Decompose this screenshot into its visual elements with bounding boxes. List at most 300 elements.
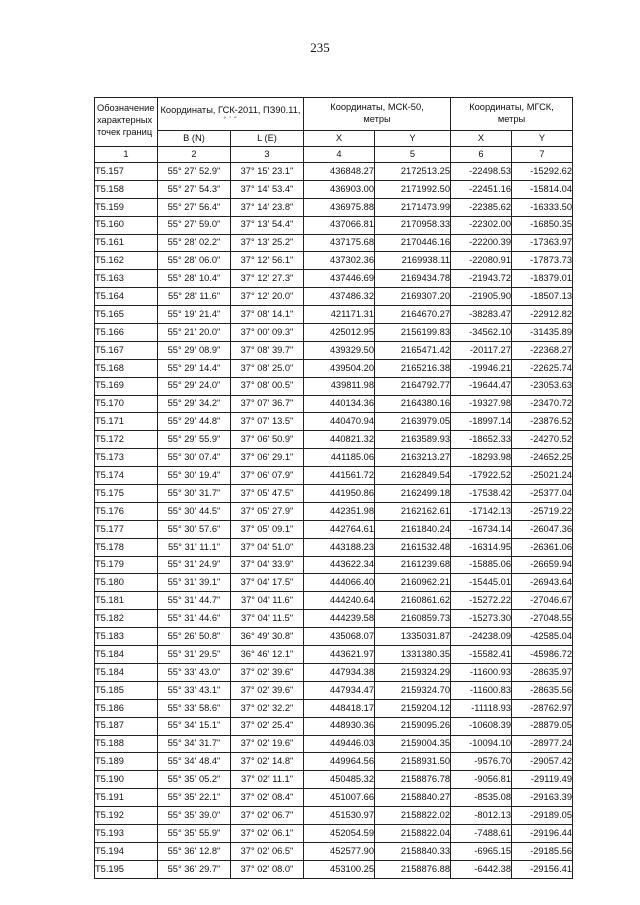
header-gsk [158,98,304,131]
longitude-cell: 37° 02' 32.2" [231,699,304,717]
longitude-cell: 37° 08' 00.5" [231,377,304,395]
page-number: 235 [310,40,330,55]
msk-x-cell: 436848.27 [304,163,375,181]
msk-x-cell: 435068.07 [304,628,375,646]
latitude-cell: 55° 28' 02.2" [158,234,231,252]
msk-x-cell: 439504.20 [304,359,375,377]
msk-x-cell: 444239.58 [304,610,375,628]
point-id-cell: T5.180 [95,574,158,592]
header-msk [304,98,451,131]
table-row [95,270,573,288]
msk-y-cell: 2158822.02 [375,807,451,825]
longitude-cell: 37° 06' 07.9" [231,467,304,485]
msk-y-cell: 2158822.04 [375,824,451,842]
point-id-cell: T5.190 [95,771,158,789]
mgsk-x-cell: -11600.83 [451,681,512,699]
msk-y-cell: 2158840.27 [375,789,451,807]
msk-x-cell: 441185.06 [304,449,375,467]
latitude-cell: 55° 30' 19.4" [158,467,231,485]
mgsk-x-cell: -11118.93 [451,699,512,717]
latitude-cell: 55° 28' 11.6" [158,288,231,306]
mgsk-y-cell: -28635.56 [512,681,573,699]
mgsk-x-cell: -22080.91 [451,252,512,270]
mgsk-y-cell: -28977.24 [512,735,573,753]
latitude-cell: 55° 29' 44.8" [158,413,231,431]
header-mgsk-title: Координаты, МГСК, [469,102,554,113]
msk-x-cell: 439811.98 [304,377,375,395]
table-row [95,288,573,306]
point-id-cell: T5.175 [95,485,158,503]
coordinates-table [94,97,573,879]
msk-x-cell: 444066.40 [304,574,375,592]
longitude-cell: 37° 02' 11.1" [231,771,304,789]
header-msk-units: метры [363,114,391,124]
mgsk-y-cell: -18507.13 [512,288,573,306]
mgsk-y-cell: -22368.27 [512,341,573,359]
latitude-cell: 55° 35' 55.9" [158,824,231,842]
table-row [95,663,573,681]
msk-x-cell: 437486.32 [304,288,375,306]
mgsk-y-cell: -42585.04 [512,628,573,646]
latitude-cell: 55° 29' 08.9" [158,341,231,359]
mgsk-x-cell: -6442.38 [451,860,512,878]
longitude-cell: 37° 12' 56.1" [231,252,304,270]
longitude-cell: 37° 05' 47.5" [231,485,304,503]
mgsk-y-cell: -15814.04 [512,180,573,198]
longitude-cell: 37° 05' 27.9" [231,502,304,520]
msk-x-cell: 436975.88 [304,198,375,216]
latitude-cell: 55° 27' 59.0" [158,216,231,234]
mgsk-y-cell: -29156.41 [512,860,573,878]
point-id-cell: T5.166 [95,324,158,342]
mgsk-x-cell: -17538.42 [451,485,512,503]
latitude-cell: 55° 30' 31.7" [158,485,231,503]
table-row [95,681,573,699]
latitude-cell: 55° 36' 12.8" [158,842,231,860]
latitude-cell: 55° 28' 10.4" [158,270,231,288]
msk-y-cell: 2159324.70 [375,681,451,699]
msk-x-cell: 449446.03 [304,735,375,753]
mgsk-y-cell: -23053.63 [512,377,573,395]
mgsk-x-cell: -10608.39 [451,717,512,735]
latitude-cell: 55° 36' 29.7" [158,860,231,878]
table-row [95,538,573,556]
msk-x-cell: 437066.81 [304,216,375,234]
latitude-cell: 55° 30' 07.4" [158,449,231,467]
mgsk-y-cell: -27046.67 [512,592,573,610]
msk-y-cell: 2170446.16 [375,234,451,252]
longitude-cell: 37° 04' 33.9" [231,556,304,574]
longitude-cell: 37° 02' 08.4" [231,789,304,807]
msk-x-cell: 443622.34 [304,556,375,574]
table-row [95,860,573,878]
mgsk-x-cell: -7488.61 [451,824,512,842]
point-id-cell: T5.158 [95,180,158,198]
msk-y-cell: 2162849.54 [375,467,451,485]
msk-y-cell: 2158876.88 [375,860,451,878]
msk-y-cell: 2158876.78 [375,771,451,789]
point-id-cell: T5.186 [95,699,158,717]
table-row [95,431,573,449]
latitude-cell: 55° 34' 48.4" [158,753,231,771]
table-row [95,556,573,574]
header-row-titles [95,98,573,131]
mgsk-x-cell: -21943.72 [451,270,512,288]
point-id-cell: T5.164 [95,288,158,306]
msk-y-cell: 2164792.77 [375,377,451,395]
msk-x-cell: 448418.17 [304,699,375,717]
point-id-cell: T5.174 [95,467,158,485]
point-id-cell: T5.193 [95,824,158,842]
latitude-cell: 55° 29' 55.9" [158,431,231,449]
msk-y-cell: 1331380.35 [375,646,451,664]
longitude-cell: 37° 00' 09.3" [231,324,304,342]
mgsk-x-cell: -15445.01 [451,574,512,592]
mgsk-y-cell: -26943.64 [512,574,573,592]
mgsk-x-cell: -16734.14 [451,520,512,538]
mgsk-y-cell: -28635.97 [512,663,573,681]
mgsk-y-cell: -22912.82 [512,306,573,324]
latitude-cell: 55° 33' 43.0" [158,663,231,681]
msk-y-cell: 2160962.21 [375,574,451,592]
table-row [95,520,573,538]
point-id-cell: T5.167 [95,341,158,359]
point-id-cell: T5.177 [95,520,158,538]
msk-x-cell: 443188.23 [304,538,375,556]
mgsk-x-cell: -15582.41 [451,646,512,664]
latitude-cell: 55° 26' 50.8" [158,628,231,646]
msk-y-cell: 2159095.26 [375,717,451,735]
point-id-cell: T5.170 [95,395,158,413]
longitude-cell: 37° 02' 06.5" [231,842,304,860]
point-id-cell: T5.179 [95,556,158,574]
mgsk-y-cell: -26659.94 [512,556,573,574]
table-row [95,180,573,198]
msk-y-cell: 2160861.62 [375,592,451,610]
msk-y-cell: 2159004.35 [375,735,451,753]
msk-y-cell: 2162162.61 [375,502,451,520]
header-designation: Обозначение характерных точек границ [95,98,158,147]
mgsk-x-cell: -22451.16 [451,180,512,198]
latitude-cell: 55° 27' 56.4" [158,198,231,216]
point-id-cell: T5.195 [95,860,158,878]
msk-x-cell: 425012.95 [304,324,375,342]
point-id-cell: T5.184 [95,663,158,681]
msk-x-cell: 450485.32 [304,771,375,789]
msk-y-cell: 2163979.05 [375,413,451,431]
mgsk-x-cell: -9056.81 [451,771,512,789]
point-id-cell: T5.192 [95,807,158,825]
longitude-cell: 37° 12' 27.3" [231,270,304,288]
msk-x-cell: 439329.50 [304,341,375,359]
msk-x-cell: 440821.32 [304,431,375,449]
latitude-cell: 55° 35' 22.1" [158,789,231,807]
mgsk-y-cell: -24270.52 [512,431,573,449]
msk-x-cell: 437175.68 [304,234,375,252]
column-number: 2 [158,147,231,163]
mgsk-x-cell: -19644.47 [451,377,512,395]
column-number: 4 [304,147,375,163]
msk-x-cell: 451530.97 [304,807,375,825]
point-id-cell: T5.187 [95,717,158,735]
latitude-cell: 55° 34' 15.1" [158,717,231,735]
mgsk-y-cell: -29196.44 [512,824,573,842]
longitude-cell: 37° 07' 36.7" [231,395,304,413]
longitude-cell: 37° 15' 23.1" [231,163,304,181]
latitude-cell: 55° 29' 24.0" [158,377,231,395]
mgsk-x-cell: -22302.00 [451,216,512,234]
table-row [95,502,573,520]
mgsk-x-cell: -19327.98 [451,395,512,413]
msk-x-cell: 440470.94 [304,413,375,431]
mgsk-x-cell: -8012.13 [451,807,512,825]
mgsk-y-cell: -26047.36 [512,520,573,538]
mgsk-y-cell: -16333.50 [512,198,573,216]
mgsk-x-cell: -24238.09 [451,628,512,646]
header-msk-y: Y [375,131,451,147]
header-mgsk [451,98,573,131]
mgsk-x-cell: -22200.39 [451,234,512,252]
latitude-cell: 55° 33' 43.1" [158,681,231,699]
mgsk-y-cell: -25021.24 [512,467,573,485]
mgsk-x-cell: -20117.27 [451,341,512,359]
mgsk-x-cell: -18997.14 [451,413,512,431]
point-id-cell: T5.194 [95,842,158,860]
msk-y-cell: 2171473.99 [375,198,451,216]
mgsk-x-cell: -15885.06 [451,556,512,574]
longitude-cell: 37° 04' 17.5" [231,574,304,592]
point-id-cell: T5.191 [95,789,158,807]
table-row [95,574,573,592]
msk-y-cell: 2169434.78 [375,270,451,288]
latitude-cell: 55° 31' 39.1" [158,574,231,592]
header-gsk-title: Координаты, ГСК-2011, ПЗ90.11, [160,105,301,116]
point-id-cell: T5.184 [95,646,158,664]
msk-y-cell: 2156199.83 [375,324,451,342]
latitude-cell: 55° 19' 21.4" [158,306,231,324]
table-row [95,198,573,216]
point-id-cell: T5.178 [95,538,158,556]
longitude-cell: 37° 14' 53.4" [231,180,304,198]
mgsk-x-cell: -15272.22 [451,592,512,610]
point-id-cell: T5.165 [95,306,158,324]
table-row [95,789,573,807]
header-mgsk-units: метры [497,114,526,124]
header-msk-title: Координаты, МСК-50, [330,102,424,113]
longitude-cell: 37° 04' 51.0" [231,538,304,556]
mgsk-y-cell: -29163.39 [512,789,573,807]
latitude-cell: 55° 31' 29.5" [158,646,231,664]
mgsk-y-cell: -26361.06 [512,538,573,556]
msk-y-cell: 2169938.11 [375,252,451,270]
mgsk-y-cell: -29057.42 [512,753,573,771]
msk-x-cell: 421171.31 [304,306,375,324]
table-row [95,324,573,342]
table-row [95,449,573,467]
point-id-cell: T5.157 [95,163,158,181]
table-row [95,467,573,485]
longitude-cell: 37° 02' 08.0" [231,860,304,878]
mgsk-y-cell: -22625.74 [512,359,573,377]
latitude-cell: 55° 31' 44.6" [158,610,231,628]
msk-y-cell: 2160859.73 [375,610,451,628]
msk-x-cell: 452054.59 [304,824,375,842]
msk-y-cell: 2163589.93 [375,431,451,449]
point-id-cell: T5.171 [95,413,158,431]
msk-x-cell: 437302.36 [304,252,375,270]
mgsk-y-cell: -17363.97 [512,234,573,252]
mgsk-y-cell: -24652.25 [512,449,573,467]
table-row [95,395,573,413]
longitude-cell: 37° 02' 06.1" [231,824,304,842]
header-mgsk-y: Y [512,131,573,147]
msk-y-cell: 2159204.12 [375,699,451,717]
longitude-cell: 37° 04' 11.5" [231,610,304,628]
longitude-cell: 37° 07' 13.5" [231,413,304,431]
table-row [95,592,573,610]
table-row [95,717,573,735]
table-row [95,699,573,717]
header-l: L (E) [231,131,304,147]
point-id-cell: T5.161 [95,234,158,252]
msk-y-cell: 2165216.38 [375,359,451,377]
mgsk-x-cell: -38283.47 [451,306,512,324]
msk-y-cell: 2165471.42 [375,341,451,359]
point-id-cell: T5.169 [95,377,158,395]
table-row [95,646,573,664]
point-id-cell: T5.160 [95,216,158,234]
mgsk-x-cell: -19946.21 [451,359,512,377]
longitude-cell: 37° 12' 20.0" [231,288,304,306]
mgsk-y-cell: -25719.22 [512,502,573,520]
longitude-cell: 37° 02' 39.6" [231,681,304,699]
mgsk-y-cell: -17873.73 [512,252,573,270]
msk-y-cell: 2163213.27 [375,449,451,467]
mgsk-y-cell: -28762.97 [512,699,573,717]
msk-x-cell: 441950.86 [304,485,375,503]
mgsk-x-cell: -17142.13 [451,502,512,520]
msk-y-cell: 2172513.25 [375,163,451,181]
latitude-cell: 55° 27' 54.3" [158,180,231,198]
mgsk-y-cell: -15292.62 [512,163,573,181]
latitude-cell: 55° 30' 44.5" [158,502,231,520]
point-id-cell: T5.162 [95,252,158,270]
msk-x-cell: 440134.36 [304,395,375,413]
longitude-cell: 37° 08' 14.1" [231,306,304,324]
latitude-cell: 55° 33' 58.6" [158,699,231,717]
table-row [95,216,573,234]
mgsk-y-cell: -23470.72 [512,395,573,413]
msk-y-cell: 2169307.20 [375,288,451,306]
longitude-cell: 37° 02' 25.4" [231,717,304,735]
header-b: B (N) [158,131,231,147]
mgsk-x-cell: -6965.15 [451,842,512,860]
mgsk-x-cell: -15273.30 [451,610,512,628]
point-id-cell: T5.159 [95,198,158,216]
latitude-cell: 55° 34' 31.7" [158,735,231,753]
longitude-cell: 37° 13' 25.2" [231,234,304,252]
table-body [95,163,573,879]
mgsk-x-cell: -10094.10 [451,735,512,753]
msk-x-cell: 436903.00 [304,180,375,198]
msk-x-cell: 442764.61 [304,520,375,538]
msk-x-cell: 441561.72 [304,467,375,485]
table-row [95,341,573,359]
table-row [95,771,573,789]
table-row [95,163,573,181]
msk-x-cell: 449964.56 [304,753,375,771]
mgsk-x-cell: -18293.98 [451,449,512,467]
latitude-cell: 55° 31' 44.7" [158,592,231,610]
table-row [95,735,573,753]
msk-x-cell: 447934.38 [304,663,375,681]
msk-y-cell: 2164670.27 [375,306,451,324]
mgsk-y-cell: -29119.49 [512,771,573,789]
mgsk-x-cell: -17922.52 [451,467,512,485]
header-gsk-units: ° ' " [223,116,238,123]
column-number: 6 [451,147,512,163]
table-row [95,610,573,628]
mgsk-x-cell: -11600.93 [451,663,512,681]
longitude-cell: 36° 49' 30.8" [231,628,304,646]
header-row-axes [95,131,573,147]
mgsk-y-cell: -45986.72 [512,646,573,664]
table-row [95,753,573,771]
table-row [95,359,573,377]
table-row [95,413,573,431]
longitude-cell: 37° 05' 09.1" [231,520,304,538]
msk-y-cell: 2158931.50 [375,753,451,771]
latitude-cell: 55° 28' 06.0" [158,252,231,270]
mgsk-y-cell: -29189.05 [512,807,573,825]
mgsk-y-cell: -29185.56 [512,842,573,860]
msk-y-cell: 2158840.33 [375,842,451,860]
msk-x-cell: 448930.36 [304,717,375,735]
point-id-cell: T5.182 [95,610,158,628]
mgsk-y-cell: -31435.89 [512,324,573,342]
column-number: 7 [512,147,573,163]
msk-y-cell: 2159324.29 [375,663,451,681]
header-msk-x: X [304,131,375,147]
latitude-cell: 55° 31' 11.1" [158,538,231,556]
column-number: 1 [95,147,158,163]
point-id-cell: T5.185 [95,681,158,699]
mgsk-y-cell: -16850.35 [512,216,573,234]
latitude-cell: 55° 35' 39.0" [158,807,231,825]
msk-x-cell: 444240.64 [304,592,375,610]
mgsk-x-cell: -34562.10 [451,324,512,342]
mgsk-y-cell: -27048.55 [512,610,573,628]
table-row [95,306,573,324]
mgsk-x-cell: -16314.95 [451,538,512,556]
latitude-cell: 55° 30' 57.6" [158,520,231,538]
header-mgsk-x: X [451,131,512,147]
longitude-cell: 36° 46' 12.1" [231,646,304,664]
msk-y-cell: 2162499.18 [375,485,451,503]
table-row [95,628,573,646]
latitude-cell: 55° 31' 24.9" [158,556,231,574]
longitude-cell: 37° 06' 29.1" [231,449,304,467]
longitude-cell: 37° 02' 39.6" [231,663,304,681]
column-number: 5 [375,147,451,163]
longitude-cell: 37° 02' 06.7" [231,807,304,825]
msk-x-cell: 443621.97 [304,646,375,664]
longitude-cell: 37° 04' 11.6" [231,592,304,610]
latitude-cell: 55° 21' 20.0" [158,324,231,342]
table-row [95,252,573,270]
msk-x-cell: 453100.25 [304,860,375,878]
table-row [95,824,573,842]
